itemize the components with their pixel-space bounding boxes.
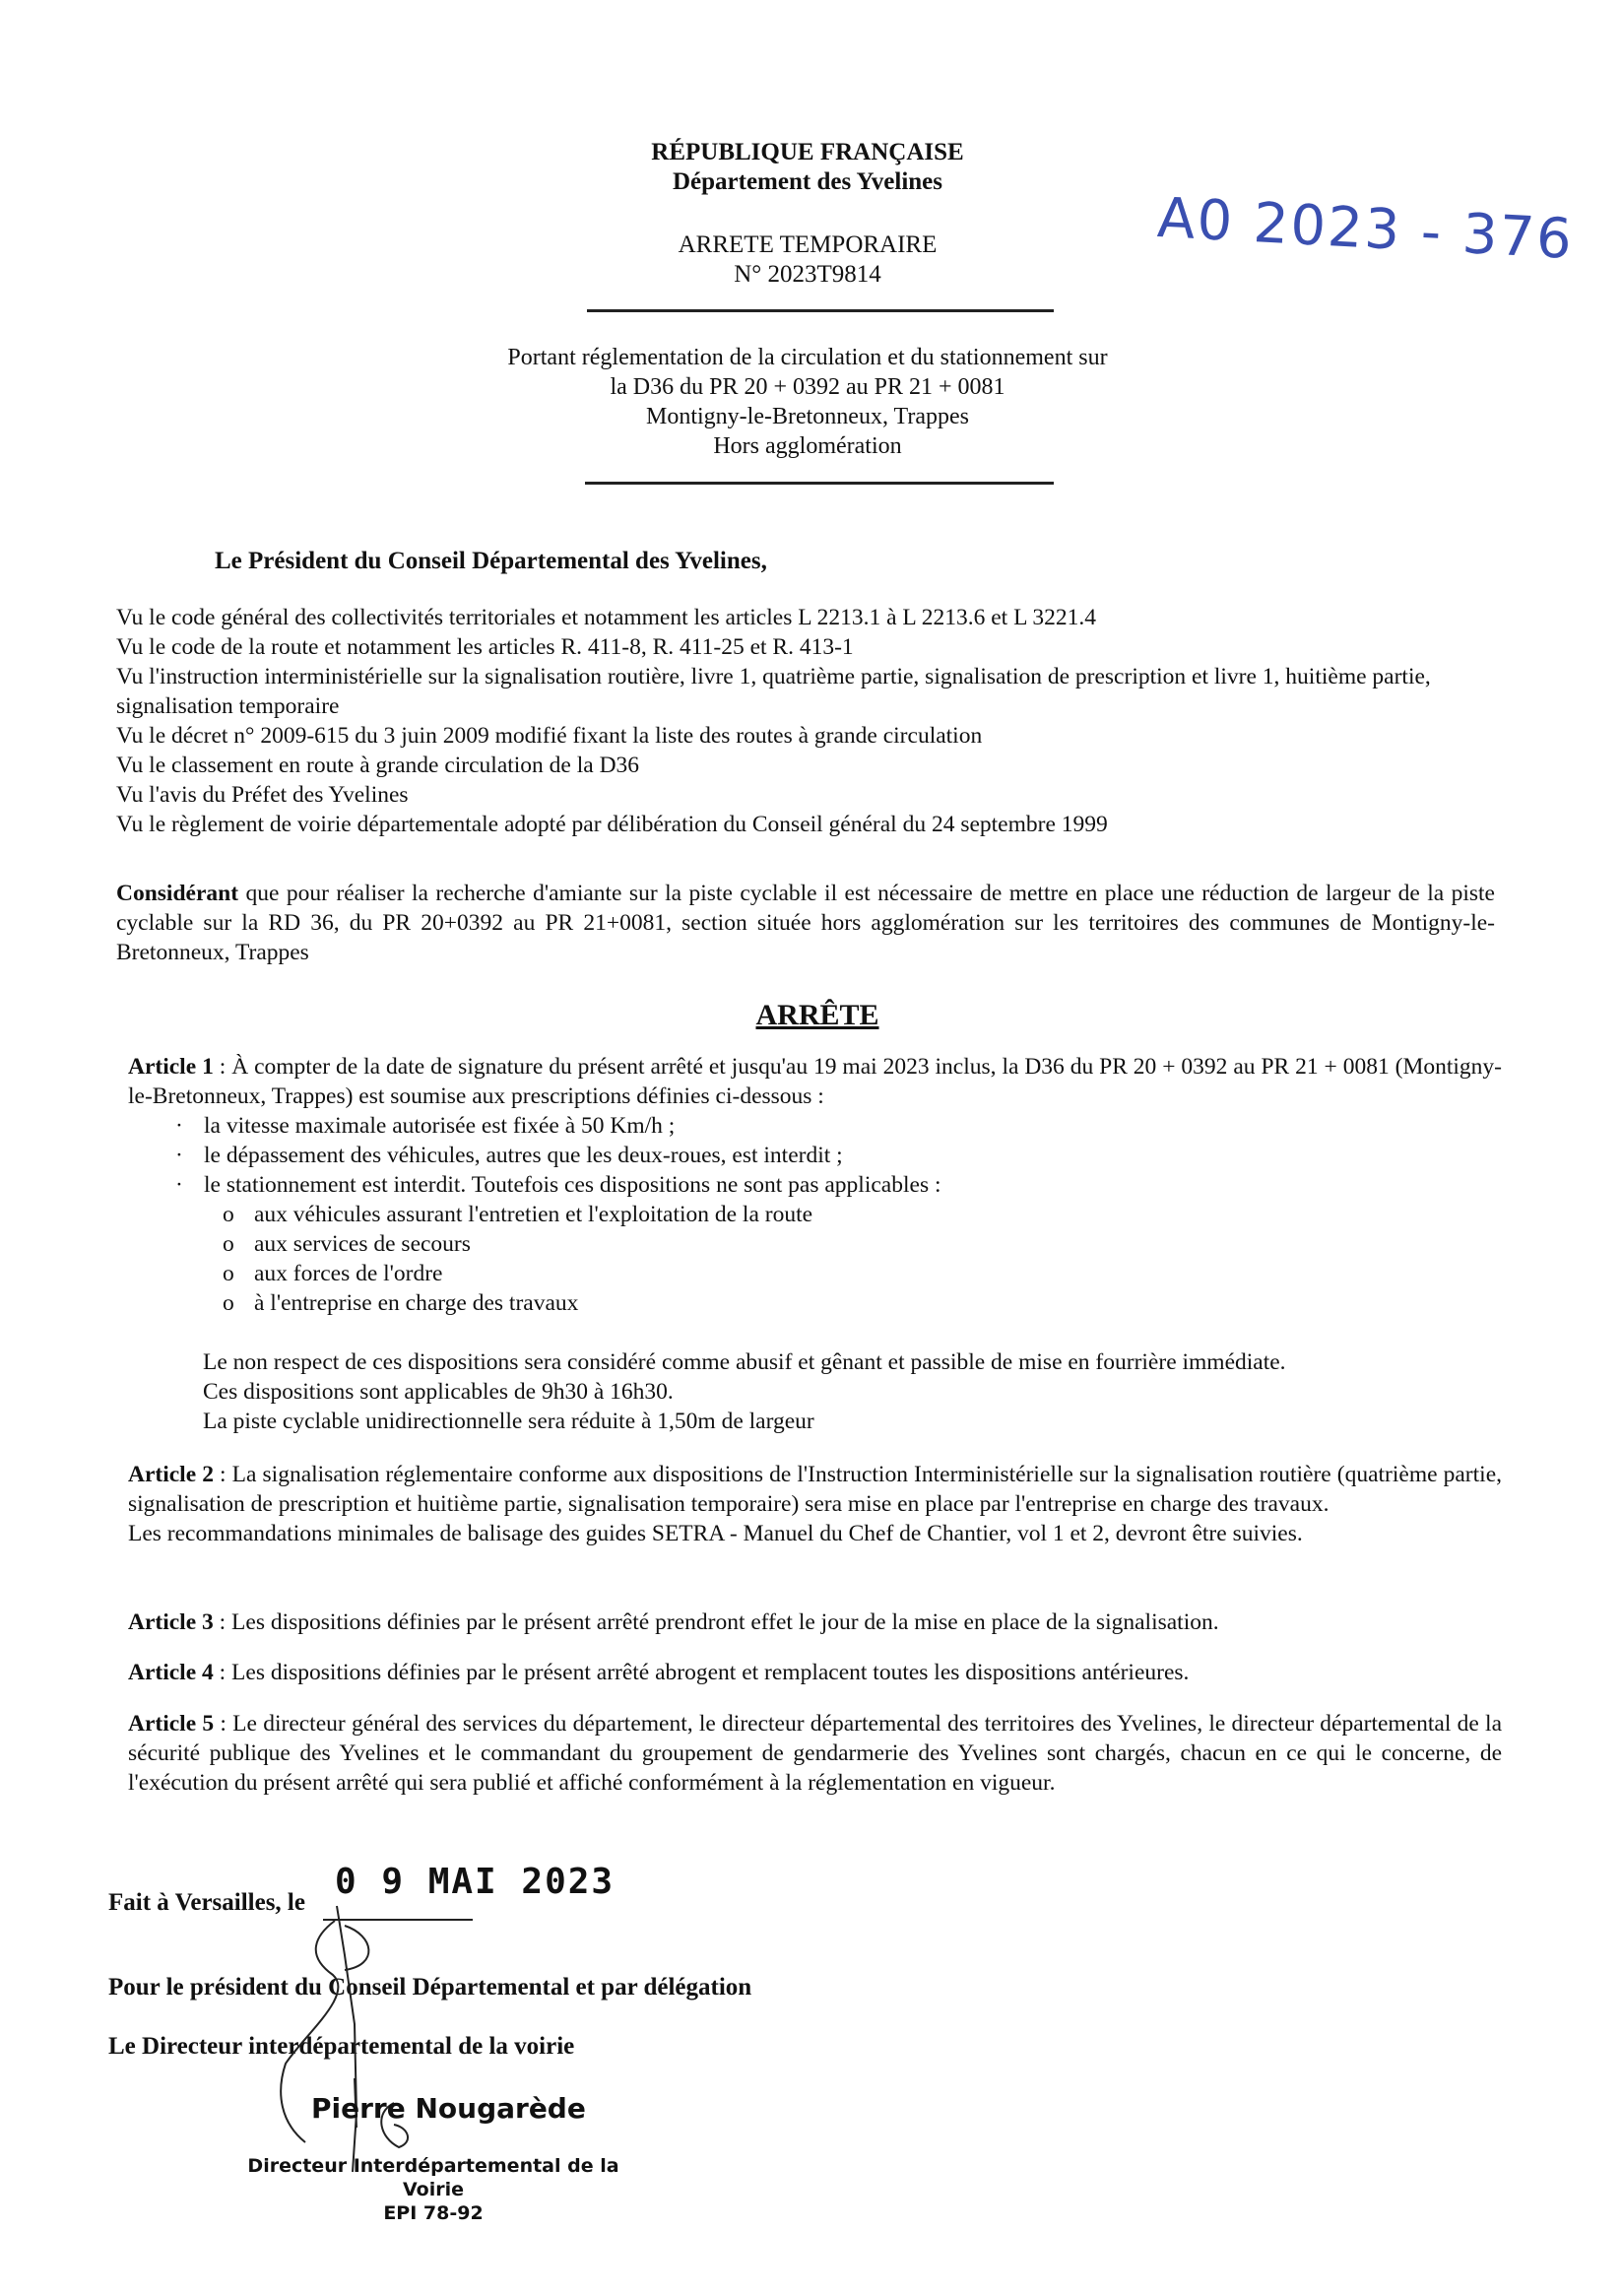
header-divider <box>587 309 1054 312</box>
sub-bullet-item: o à l'entreprise en charge des travaux <box>223 1290 579 1316</box>
stamp-line: Directeur Interdépartemental de la Voirie <box>247 2155 619 2200</box>
vu-item: Vu l'instruction interministérielle sur la signalisation routière, livre 1, quatrième partie, signalisation de prescription et livre 1, huitième partie, signalisation temporaire <box>116 664 1431 719</box>
article-1-note: La piste cyclable unidirectionnelle sera réduite à 1,50m de largeur <box>203 1409 814 1434</box>
article-4-label: Article 4 <box>128 1660 214 1685</box>
official-stamp <box>236 2154 630 2225</box>
signatory-name: Pierre Nougarède <box>311 2092 586 2125</box>
article-1-note: Le non respect de ces dispositions sera considéré comme abusif et gênant et passible de mise en fourrière immédiate. <box>203 1349 1286 1375</box>
article-2-text: : La signalisation réglementaire conforme aux dispositions de l'Instruction Interministérielle sur la signalisation routière (quatrième partie, signalisation de prescription et huitième partie, signalisation temporaire) sera mise en place par l'entreprise en charge des travaux. <box>128 1462 1502 1517</box>
vu-item: Vu le décret n° 2009-615 du 3 juin 2009 modifié fixant la liste des routes à grande circulation <box>116 723 983 749</box>
article-3-label: Article 3 <box>128 1609 214 1635</box>
vu-item: Vu le règlement de voirie départementale adopté par délibération du Conseil général du 24 septembre 1999 <box>116 812 1108 837</box>
subject-line: Montigny-le-Bretonneux, Trappes <box>646 404 969 429</box>
bullet-item: · la vitesse maximale autorisée est fixée à 50 Km/h ; <box>175 1113 676 1139</box>
bullet-item: · le dépassement des véhicules, autres que les deux-roues, est interdit ; <box>175 1143 843 1168</box>
handwritten-signature <box>246 1867 443 2192</box>
article-3-text: : Les dispositions définies par le présent arrêté prendront effet le jour de la mise en place de la signalisation. <box>213 1609 1219 1635</box>
president-heading: Le Président du Conseil Départemental des Yvelines, <box>215 548 767 574</box>
vu-list <box>116 603 1495 839</box>
article-4-text: : Les dispositions définies par le présent arrêté abrogent et remplacent toutes les dispositions antérieures. <box>213 1660 1190 1685</box>
article-1 <box>128 1052 1502 1436</box>
vu-item: Vu le code de la route et notamment les articles R. 411-8, R. 411-25 et R. 413-1 <box>116 634 854 660</box>
department-title: Département des Yvelines <box>672 168 943 195</box>
doc-type: ARRETE TEMPORAIRE <box>678 231 938 258</box>
considerant-label: Considérant <box>116 881 239 906</box>
article-5-label: Article 5 <box>128 1711 215 1737</box>
sub-bullet-item: o aux véhicules assurant l'entretien et l'exploitation de la route <box>223 1202 813 1227</box>
sub-bullet-item: o aux forces de l'ordre <box>223 1261 443 1286</box>
article-1-note: Ces dispositions sont applicables de 9h30 à 16h30. <box>203 1379 674 1405</box>
sub-bullet-item: o aux services de secours <box>223 1231 471 1257</box>
vu-item: Vu l'avis du Préfet des Yvelines <box>116 782 409 808</box>
article-2 <box>128 1460 1502 1548</box>
article-2-text2: Les recommandations minimales de balisage des guides SETRA - Manuel du Chef de Chantier, vol 1 et 2, devront être suivies. <box>128 1521 1303 1546</box>
handwritten-reference: A0 2023 - 376 <box>1155 185 1576 273</box>
header-block <box>414 138 1201 197</box>
director-title: Le Directeur interdépartemental de la voirie <box>108 2033 575 2060</box>
article-5 <box>128 1709 1502 1798</box>
country-title: RÉPUBLIQUE FRANÇAISE <box>651 139 964 165</box>
subject-line: Portant réglementation de la circulation et du stationnement sur <box>507 345 1108 370</box>
article-4 <box>128 1658 1502 1687</box>
considerant-text: que pour réaliser la recherche d'amiante sur la piste cyclable il est nécessaire de mettre en place une réduction de largeur de la piste cyclable sur la RD 36, du PR 20+0392 au PR 21+0081, section située hors agglomération sur les territoires des communes de Montigny-le-Bretonneux, Trappes <box>116 881 1495 965</box>
article-5-text: : Le directeur général des services du département, le directeur départemental des territoires des Yvelines, le directeur départemental de la sécurité publique des Yvelines et le commandant du groupement de gendarmerie des Yvelines sont chargés, chacun en ce qui le concerne, de l'exécution du présent arrêté qui sera publié et affiché conformément à la réglementation en vigueur. <box>128 1711 1502 1796</box>
considerant-paragraph <box>116 879 1495 967</box>
arrete-title: ARRÊTE <box>755 999 879 1031</box>
subject-block <box>394 343 1221 461</box>
article-1-label: Article 1 <box>128 1054 214 1080</box>
article-1-intro: : À compter de la date de signature du présent arrêté et jusqu'au 19 mai 2023 inclus, la D36 du PR 20 + 0392 au PR 21 + 0081 (Montigny-le-Bretonneux, Trappes) est soumise aux prescriptions définies ci-dessous : <box>128 1054 1502 1109</box>
vu-item: Vu le classement en route à grande circulation de la D36 <box>116 753 640 778</box>
fait-a-versailles: Fait à Versailles, le <box>108 1889 305 1916</box>
article-2-label: Article 2 <box>128 1462 214 1487</box>
doc-number: N° 2023T9814 <box>734 261 881 288</box>
stamp-line: EPI 78-92 <box>383 2202 484 2224</box>
decree-title-block <box>414 230 1201 290</box>
date-stamp: 0 9 MAI 2023 <box>335 1862 616 1902</box>
delegation-line: Pour le président du Conseil Départemental et par délégation <box>108 1974 752 2001</box>
subject-line: la D36 du PR 20 + 0392 au PR 21 + 0081 <box>610 374 1005 400</box>
bullet-item: · le stationnement est interdit. Toutefois ces dispositions ne sont pas applicables : <box>175 1172 941 1198</box>
subject-divider <box>585 482 1054 485</box>
vu-item: Vu le code général des collectivités territoriales et notamment les articles L 2213.1 à L 2213.6 et L 3221.4 <box>116 605 1097 630</box>
article-3 <box>128 1607 1502 1637</box>
article-1-bullets <box>128 1111 1502 1200</box>
article-1-sub-bullets <box>128 1200 1502 1318</box>
subject-line: Hors agglomération <box>713 433 902 459</box>
